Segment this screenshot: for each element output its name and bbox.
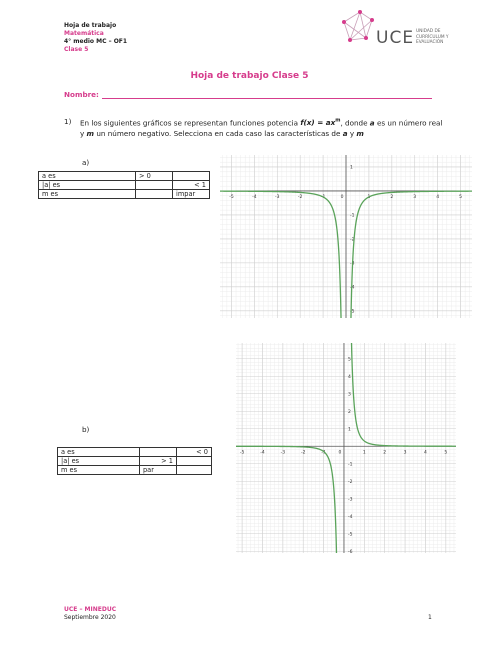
- y-tick-label: -5: [347, 532, 353, 538]
- page-title: Hoja de trabajo Clase 5: [190, 71, 309, 81]
- function-curve: [236, 446, 337, 553]
- name-label: Nombre:: [64, 90, 99, 99]
- y-tick-label: 1: [350, 165, 353, 171]
- y-tick-label: -4: [347, 514, 353, 520]
- logo-subtitle: UNIDAD DE CURRÍCULUM Y EVALUACIÓN: [416, 29, 449, 45]
- footer: [64, 606, 116, 621]
- x-tick-label: -2: [300, 450, 306, 456]
- part-a-label: a): [82, 158, 90, 167]
- document-header: [64, 22, 127, 54]
- x-tick-label: 4: [424, 450, 427, 456]
- graph-b: [236, 343, 456, 553]
- table-row: a es < 0: [58, 448, 212, 457]
- header-worksheet: Hoja de trabajo: [64, 22, 117, 29]
- x-tick-label: 0: [340, 194, 344, 200]
- y-tick-label: -2: [350, 237, 355, 243]
- logo-text: UCE: [376, 28, 415, 48]
- y-tick-label: -4: [350, 285, 355, 291]
- x-tick-label: -4: [260, 450, 265, 456]
- y-tick-label: 5: [347, 357, 351, 363]
- page-number: 1: [428, 614, 432, 621]
- x-tick-label: -1: [320, 194, 326, 200]
- header-subject: Matemática: [64, 30, 104, 37]
- graph-a: [220, 155, 472, 318]
- x-tick-label: 0: [338, 450, 342, 456]
- x-tick-label: 3: [413, 194, 417, 200]
- x-tick-label: 2: [383, 450, 387, 456]
- part-b-label: b): [82, 425, 90, 434]
- table-row: |a| es > 1: [58, 457, 212, 466]
- x-tick-label: -5: [229, 194, 234, 200]
- x-tick-label: -3: [280, 450, 286, 456]
- y-tick-label: 3: [347, 392, 351, 398]
- x-tick-label: 2: [390, 194, 394, 200]
- footer-org: UCE – MINEDUC: [64, 606, 117, 613]
- header-class: Clase 5: [64, 46, 89, 53]
- name-input-line[interactable]: [102, 98, 432, 99]
- table-row: m es par: [58, 466, 212, 475]
- x-tick-label: -5: [239, 450, 245, 456]
- y-tick-label: 2: [347, 409, 351, 415]
- y-tick-label: -1: [347, 462, 353, 468]
- question-number: 1): [64, 117, 72, 126]
- x-tick-label: 5: [444, 450, 448, 456]
- table-row: |a| es < 1: [39, 181, 210, 190]
- y-tick-label: -3: [347, 497, 353, 503]
- x-tick-label: 4: [436, 194, 440, 200]
- y-tick-label: -5: [350, 309, 355, 315]
- x-tick-label: -1: [321, 450, 326, 456]
- y-tick-label: 1: [347, 427, 351, 433]
- footer-date: Septiembre 2020: [64, 613, 116, 621]
- y-tick-label: -2: [347, 479, 353, 485]
- y-tick-label: 4: [347, 374, 351, 380]
- header-course: 4° medio MC – OF1: [64, 38, 128, 45]
- x-tick-label: -2: [297, 194, 303, 200]
- y-tick-label: -1: [350, 213, 355, 219]
- part-a-table: [38, 171, 210, 199]
- y-tick-label: -3: [350, 261, 355, 267]
- question-text: En los siguientes gráficos se representan funciones potencia $f(x) = ax^m$, donde a es un número real y m un número negativo. Selecciona en cada caso las características de a y m: [80, 118, 443, 139]
- table-row: a es > 0: [39, 172, 210, 181]
- y-tick-label: -6: [347, 549, 353, 553]
- part-b-table: [57, 447, 212, 475]
- x-tick-label: 3: [403, 450, 407, 456]
- x-tick-label: 5: [459, 194, 462, 200]
- x-tick-label: -3: [275, 194, 280, 200]
- x-tick-label: 1: [362, 450, 366, 456]
- x-tick-label: 1: [367, 194, 371, 200]
- table-row: m es impar: [39, 190, 210, 199]
- x-tick-label: -4: [252, 194, 257, 200]
- question-1: [64, 116, 444, 139]
